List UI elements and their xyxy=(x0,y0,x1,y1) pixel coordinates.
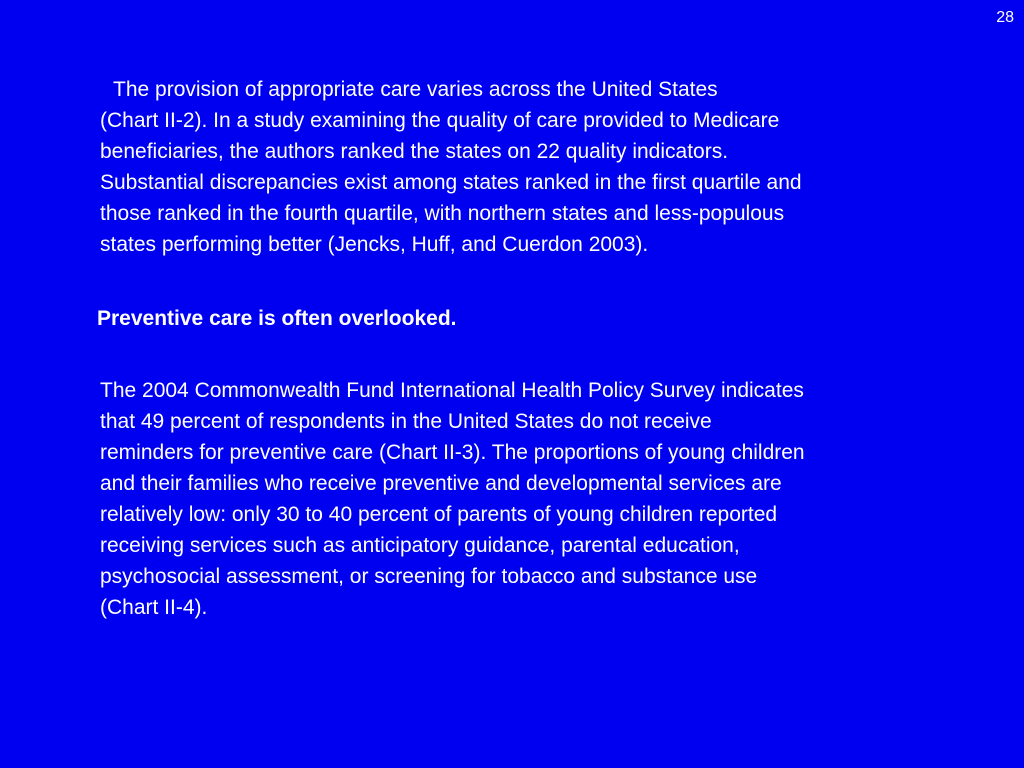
text-line: psychosocial assessment, or screening for tobacco and substance use xyxy=(100,565,758,588)
text-line: The provision of appropriate care varies across the United States xyxy=(113,78,718,101)
paragraph-preventive-care xyxy=(100,375,980,623)
section-heading: Preventive care is often overlooked. xyxy=(97,307,457,330)
text-line: states performing better (Jencks, Huff, and Cuerdon 2003). xyxy=(100,233,649,256)
text-line: The 2004 Commonwealth Fund International Health Policy Survey indicates xyxy=(100,379,804,402)
text-line: those ranked in the fourth quartile, with northern states and less-populous xyxy=(100,202,785,225)
text-line: Substantial discrepancies exist among states ranked in the first quartile and xyxy=(100,171,802,194)
text-line: (Chart II-2). In a study examining the quality of care provided to Medicare xyxy=(100,109,780,132)
text-line: reminders for preventive care (Chart II-3). The proportions of young children xyxy=(100,441,805,464)
text-line: relatively low: only 30 to 40 percent of parents of young children reported xyxy=(100,503,778,526)
paragraph-care-variation xyxy=(100,74,980,260)
text-line: beneficiaries, the authors ranked the states on 22 quality indicators. xyxy=(100,140,729,163)
text-line: and their families who receive preventive and developmental services are xyxy=(100,472,782,495)
text-line: receiving services such as anticipatory guidance, parental education, xyxy=(100,534,740,557)
text-line: (Chart II-4). xyxy=(100,596,208,619)
page-number: 28 xyxy=(996,9,1014,26)
text-line: that 49 percent of respondents in the United States do not receive xyxy=(100,410,712,433)
